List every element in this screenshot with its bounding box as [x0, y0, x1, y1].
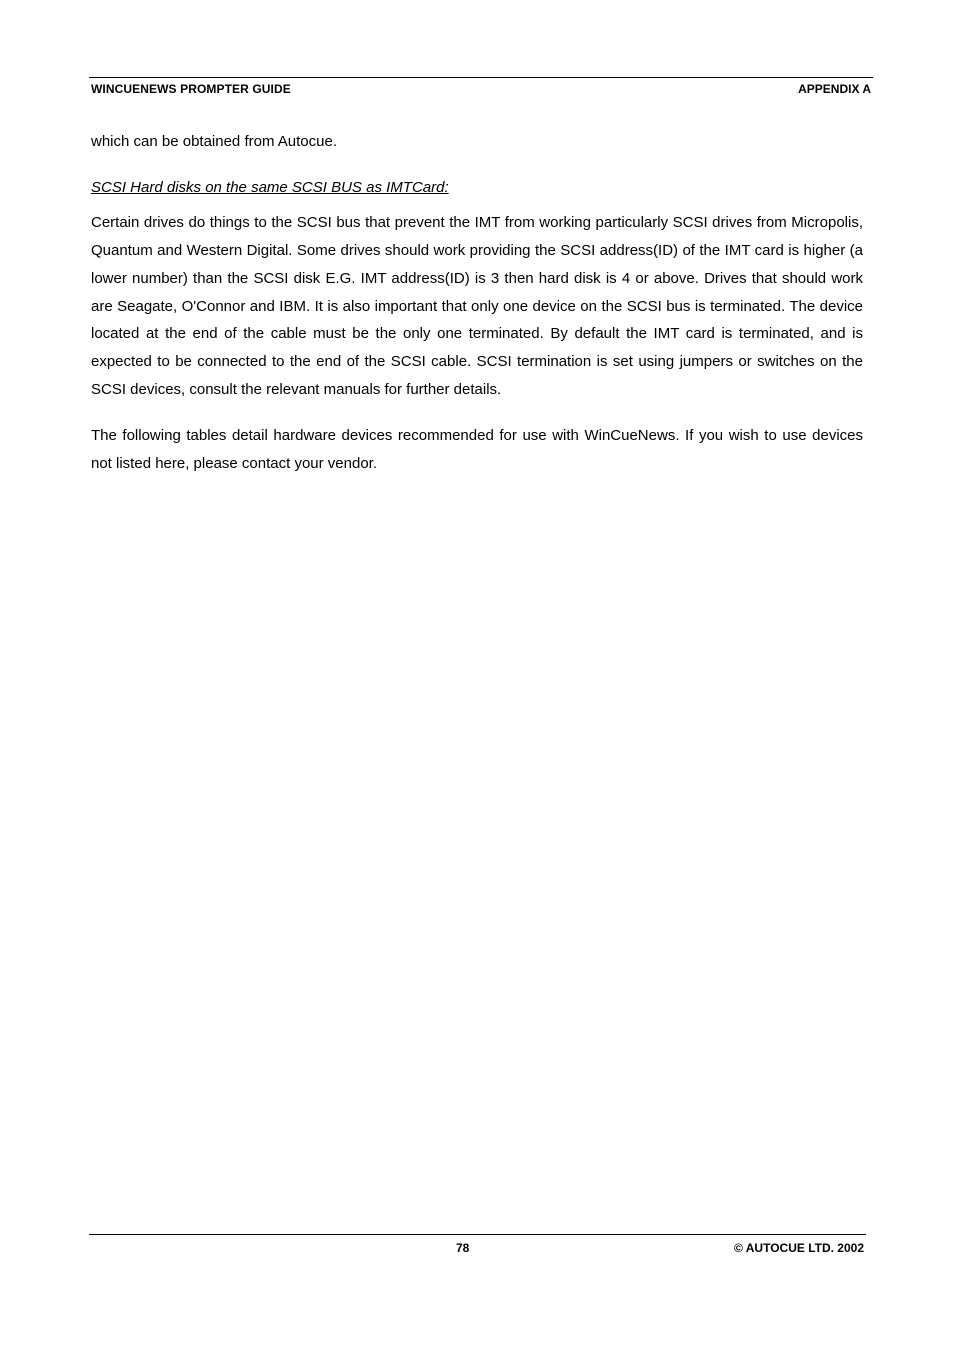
appendix-label: APPENDIX A — [798, 82, 871, 96]
page-footer — [89, 1234, 866, 1257]
page-body — [91, 128, 863, 478]
scsi-paragraph: Certain drives do things to the SCSI bus that prevent the IMT from working particularly SCSI drives from Micropolis, Quantum and Western Digital. Some drives should work providing the SCSI address(ID) of the IMT card is higher (a lower number) than the SCSI disk E.G. IMT address(ID) is 3 then hard disk is 4 or above. Drives that should work are Seagate, O'Connor and IBM. It is also important that only one device on the SCSI bus is terminated. The device located at the end of the cable must be the only one terminated. By default the IMT card is terminated, and is expected to be connected to the end of the SCSI cable. SCSI termination is set using jumpers or switches on the SCSI devices, consult the relevant manuals for further details. — [91, 214, 863, 398]
intro-paragraph: which can be obtained from Autocue. — [91, 133, 337, 150]
tables-paragraph: The following tables detail hardware devices recommended for use with WinCueNews. If you wish to use devices not listed here, please contact your vendor. — [91, 427, 863, 473]
copyright-notice: © AUTOCUE LTD. 2002 — [734, 1241, 864, 1255]
page-header — [89, 77, 873, 100]
document-title: WINCUENEWS PROMPTER GUIDE — [91, 82, 291, 96]
section-heading: SCSI Hard disks on the same SCSI BUS as IMTCard: — [91, 178, 449, 196]
page-number: 78 — [456, 1241, 470, 1255]
